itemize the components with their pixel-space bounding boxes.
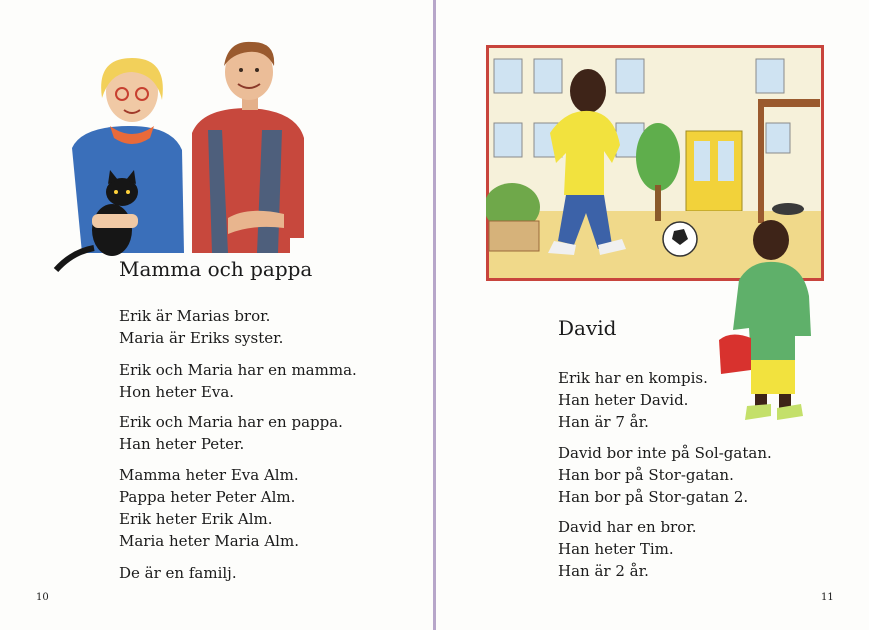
paragraph (119, 305, 283, 349)
text-line: Han är 7 år. (558, 413, 649, 431)
left-page (0, 0, 433, 630)
page-title: David (558, 316, 617, 340)
father-figure (192, 42, 304, 253)
paragraph (119, 359, 357, 403)
text-line: Han heter David. (558, 391, 689, 409)
paragraph (119, 411, 343, 455)
page-title: Mamma och pappa (119, 257, 313, 281)
text-line: Han bor på Stor-gatan 2. (558, 488, 749, 506)
text-line: Maria är Eriks syster. (119, 329, 284, 347)
tim-toddler-illustration (717, 218, 813, 436)
text-line: Erik har en kompis. (558, 369, 708, 387)
paragraph (558, 516, 697, 582)
text-line: Mamma heter Eva Alm. (119, 466, 299, 484)
paragraph (119, 464, 299, 552)
text-line: David har en bror. (558, 518, 697, 536)
text-line: Maria heter Maria Alm. (119, 532, 299, 550)
paragraph (558, 367, 708, 433)
paragraph (558, 442, 772, 508)
text-line: David bor inte på Sol-gatan. (558, 444, 772, 462)
text-line: Han heter Peter. (119, 435, 245, 453)
text-line: Pappa heter Peter Alm. (119, 488, 296, 506)
text-line: Han bor på Stor-gatan. (558, 466, 734, 484)
text-line: De är en familj. (119, 564, 237, 582)
mother-father-cat-illustration (52, 38, 312, 276)
right-page (436, 0, 869, 630)
page-number: 10 (36, 592, 49, 603)
page-number: 11 (821, 592, 834, 603)
text-line: Han är 2 år. (558, 562, 649, 580)
text-line: Erik och Maria har en mamma. (119, 361, 357, 379)
football (663, 222, 697, 256)
paragraph (119, 562, 237, 584)
text-line: Hon heter Eva. (119, 383, 235, 401)
text-line: Erik heter Erik Alm. (119, 510, 273, 528)
text-line: Erik är Marias bror. (119, 307, 271, 325)
text-line: Erik och Maria har en pappa. (119, 413, 343, 431)
text-line: Han heter Tim. (558, 540, 674, 558)
